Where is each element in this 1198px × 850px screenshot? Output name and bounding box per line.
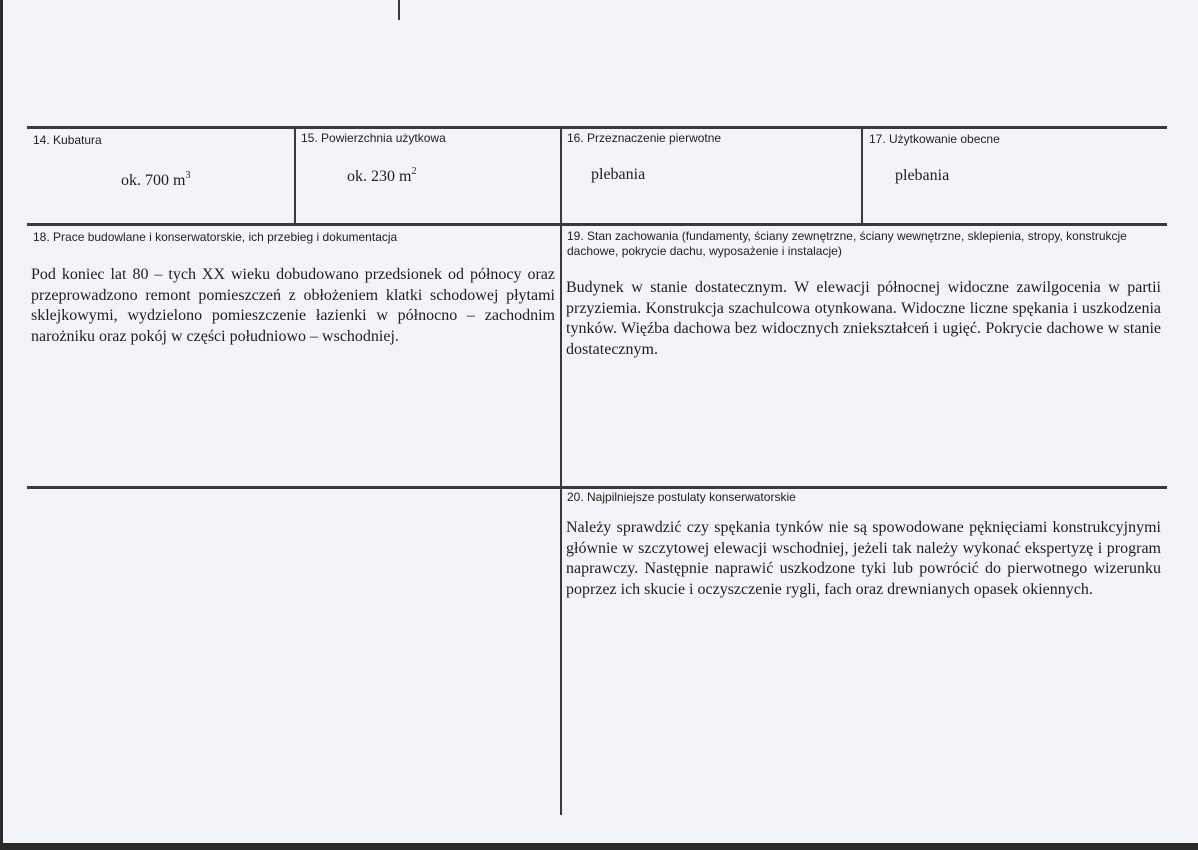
row2-top-border [27, 223, 1167, 226]
row3-top-border [27, 486, 1167, 489]
stan-text: Budynek w stanie dostatecznym. W elewacji północnej widoczne zawilgocenia w partii przyziemia. Konstrukcja szachulcowa otynkowana. Widoczne liczne spękania i uszkodzenia tynków. Więźba dachowa bez widocznych zniekształceń i ugięć. Pokrycie dachowe w stanie dostatecznym. [566, 279, 1161, 358]
kubatura-label: 14. Kubatura [33, 133, 102, 147]
top-tick-line [398, 0, 400, 20]
document-page [3, 0, 1198, 843]
prace-text: Pod koniec lat 80 – tych XX wieku dobudowano przedsionek od północy oraz przeprowadzono remont pomieszczeń z obłożeniem klatki schodowej płytami sklejkowymi, wydzielono pomieszczenie łazienki w północno – zachodnim narożniku oraz pokój w części południowo – wschodniej. [31, 266, 555, 345]
uzytkowanie-label: 17. Użytkowanie obecne [869, 132, 1000, 146]
kubatura-value [121, 172, 190, 190]
stan-label: 19. Stan zachowania (fundamenty, ściany zewnętrzne, ściany wewnętrzne, sklepienia, stropy, konstrukcje dachowe, pokrycie dachu, wyposażenie i instalacje) [567, 229, 1127, 258]
powierzchnia-value-text: ok. 230 m [347, 168, 412, 185]
przeznaczenie-value: plebania [591, 166, 646, 183]
powierzchnia-label: 15. Powierzchnia użytkowa [301, 131, 446, 145]
col-divider-main [560, 127, 562, 815]
col-divider-16-17 [861, 127, 863, 224]
postulaty-text: Należy sprawdzić czy spękania tynków nie są spowodowane pęknięciami konstrukcyjnymi głównie w szczytowej elewacji wschodniej, jeżeli tak należy wykonać ekspertyzę i program naprawczy. Następnie naprawić uszkodzone tyki lub powrócić do pierwotnego wizerunku poprzez ich skucie i oczyszczenie rygli, fach oraz drewnianych opasek okiennych. [566, 519, 1161, 598]
uzytkowanie-value: plebania [895, 167, 950, 184]
postulaty-label: 20. Najpilniejsze postulaty konserwatorskie [567, 490, 796, 504]
powierzchnia-value [347, 168, 416, 186]
kubatura-unit-exponent: 3 [185, 170, 191, 181]
table-top-border [27, 126, 1167, 129]
przeznaczenie-label: 16. Przeznaczenie pierwotne [567, 131, 722, 145]
powierzchnia-unit-exponent: 2 [411, 166, 417, 177]
kubatura-value-text: ok. 700 m [121, 172, 186, 189]
prace-label: 18. Prace budowlane i konserwatorskie, ich przebieg i dokumentacja [33, 230, 398, 244]
col-divider-14-15 [294, 127, 296, 224]
